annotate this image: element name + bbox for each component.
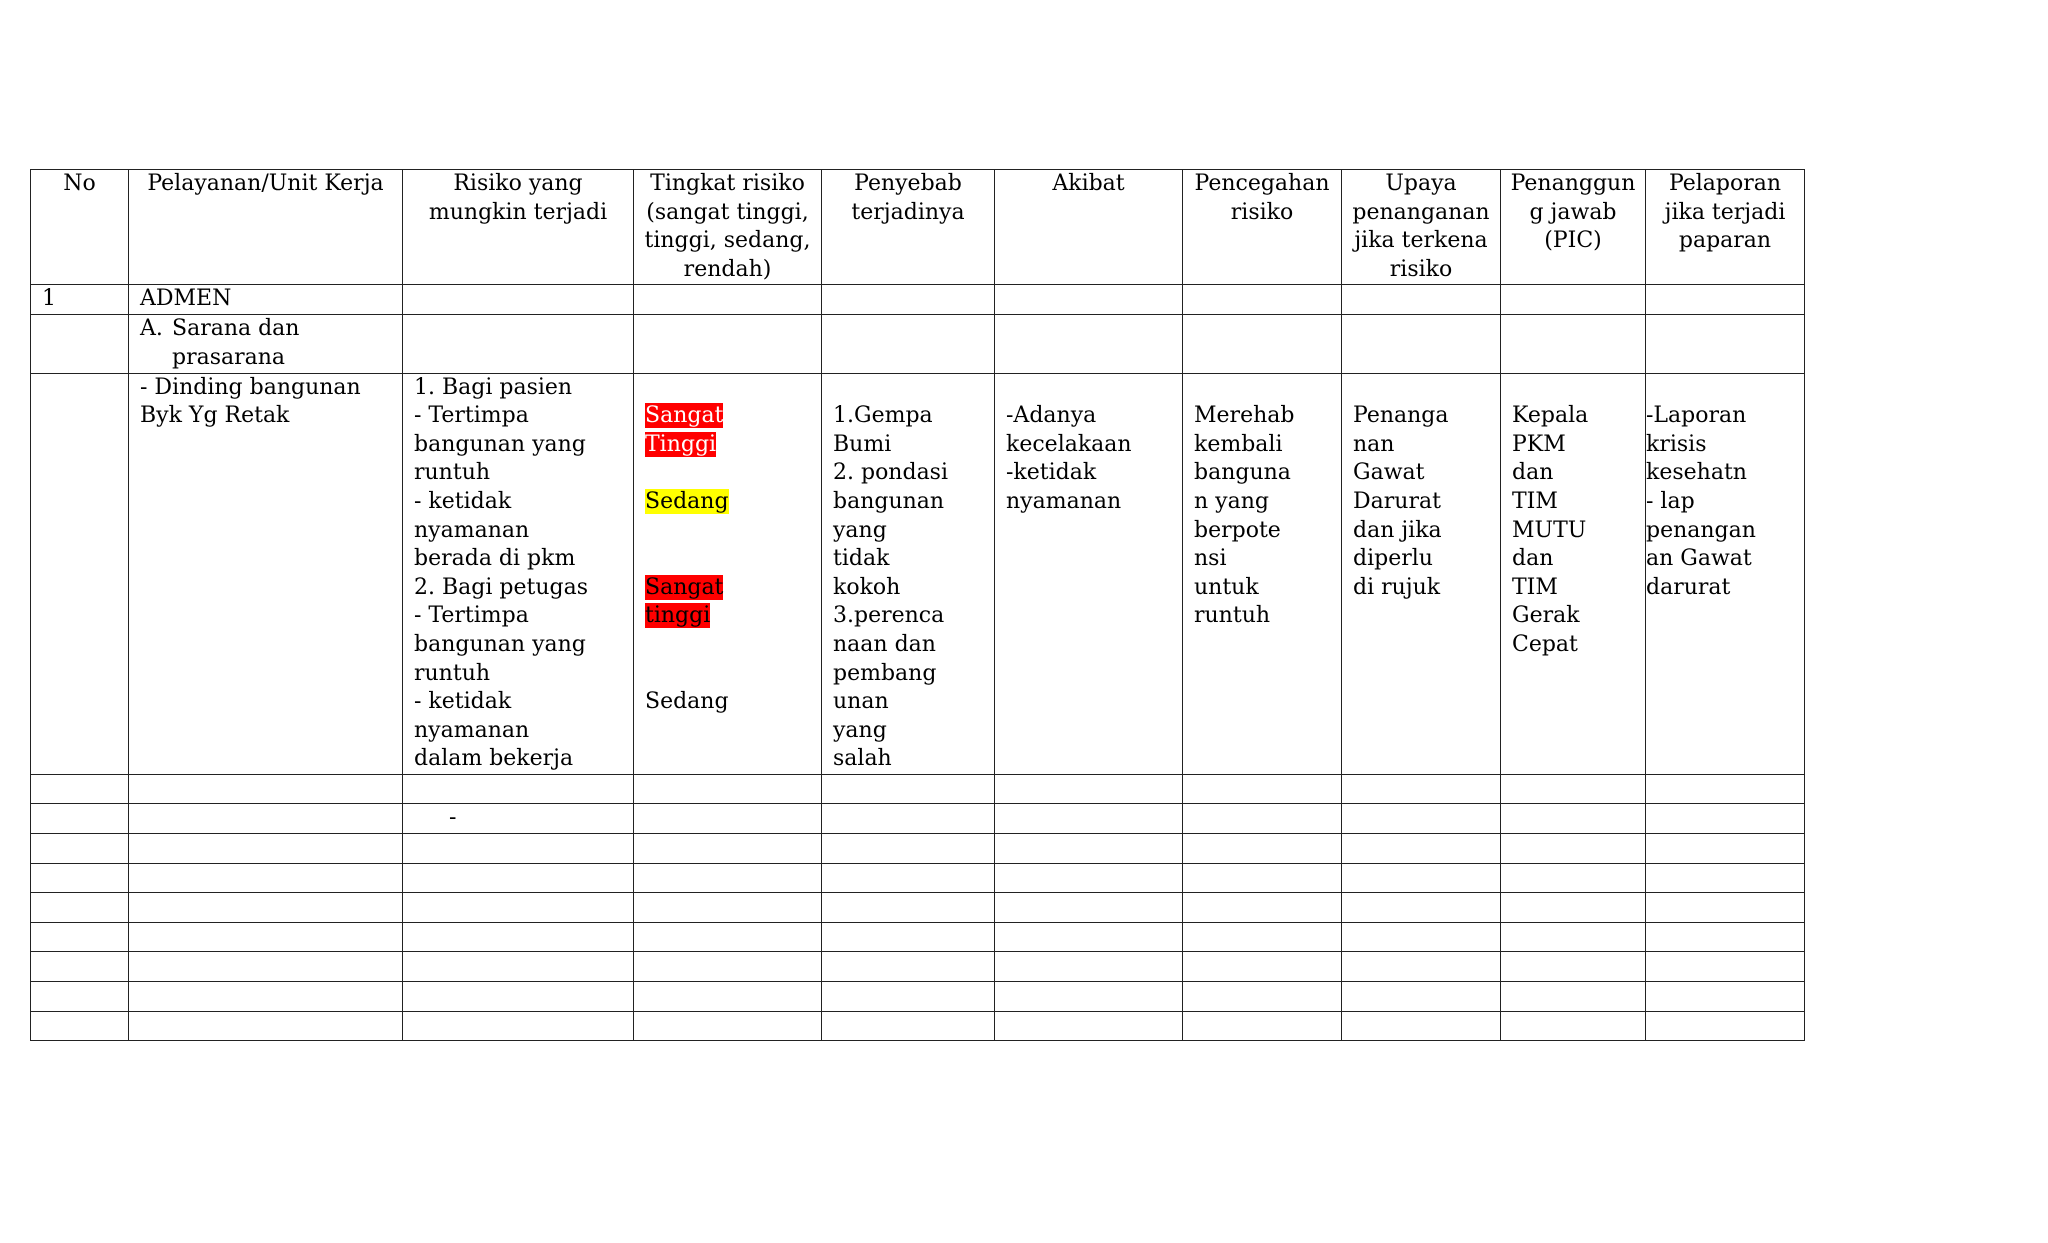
cell-empty bbox=[822, 982, 995, 1012]
cell-empty bbox=[129, 774, 403, 804]
cell-empty bbox=[1646, 952, 1805, 982]
cell-empty bbox=[1501, 893, 1646, 923]
cell-empty bbox=[822, 834, 995, 864]
cell-no bbox=[31, 285, 129, 315]
pencegahan-text: Merehab kembali banguna n yang berpote nsi untuk runtuh bbox=[1194, 403, 1295, 629]
table-row-dinding bbox=[31, 373, 1805, 774]
risk-level-badge: Sangat tinggi bbox=[645, 574, 724, 629]
cell-empty bbox=[995, 315, 1183, 373]
table-row bbox=[31, 1011, 1805, 1041]
cell-empty bbox=[822, 804, 995, 834]
cell-empty bbox=[1501, 922, 1646, 952]
cell-empty bbox=[1183, 774, 1342, 804]
cell-empty bbox=[1501, 804, 1646, 834]
cell-empty bbox=[1183, 834, 1342, 864]
cell-empty bbox=[31, 982, 129, 1012]
cell-empty bbox=[31, 834, 129, 864]
cell-empty bbox=[403, 922, 634, 952]
cell-empty bbox=[129, 1011, 403, 1041]
cell-empty bbox=[129, 893, 403, 923]
cell-empty bbox=[995, 952, 1183, 982]
cell-pic bbox=[1501, 373, 1646, 774]
cell-empty bbox=[1342, 834, 1501, 864]
cell-empty bbox=[1183, 804, 1342, 834]
cell-empty bbox=[1501, 863, 1646, 893]
cell-empty bbox=[1342, 285, 1501, 315]
cell-empty bbox=[995, 982, 1183, 1012]
cell-empty bbox=[31, 315, 129, 373]
cell-empty bbox=[822, 1011, 995, 1041]
table-row bbox=[31, 982, 1805, 1012]
cell-empty bbox=[129, 922, 403, 952]
cell-pelaporan bbox=[1646, 373, 1805, 774]
cell-empty bbox=[403, 1011, 634, 1041]
header-pic: Penanggun g jawab (PIC) bbox=[1501, 170, 1646, 285]
cell-empty bbox=[634, 1011, 822, 1041]
cell-empty bbox=[1646, 863, 1805, 893]
cell-empty bbox=[634, 285, 822, 315]
cell-empty bbox=[1501, 952, 1646, 982]
cell-empty bbox=[1342, 1011, 1501, 1041]
cell-empty bbox=[1501, 774, 1646, 804]
cell-empty bbox=[31, 373, 129, 774]
cell-empty bbox=[995, 893, 1183, 923]
table-row bbox=[31, 952, 1805, 982]
cell-empty bbox=[822, 315, 995, 373]
table-row bbox=[31, 863, 1805, 893]
cell-empty bbox=[634, 863, 822, 893]
cell-empty bbox=[1183, 982, 1342, 1012]
cell-empty bbox=[31, 1011, 129, 1041]
cell-empty bbox=[995, 285, 1183, 315]
cell-tingkat-risiko bbox=[634, 373, 822, 774]
risk-level-badge: Sedang bbox=[645, 488, 729, 514]
row-number: 1 bbox=[42, 286, 56, 312]
pic-text: Kepala PKM dan TIM MUTU dan TIM Gerak Cepat bbox=[1512, 403, 1589, 657]
cell-empty bbox=[1501, 834, 1646, 864]
cell-unit bbox=[129, 373, 403, 774]
header-unit-kerja: Pelayanan/Unit Kerja bbox=[129, 170, 403, 285]
cell-empty bbox=[1342, 804, 1501, 834]
cell-empty bbox=[1646, 834, 1805, 864]
cell-empty bbox=[403, 774, 634, 804]
cell-empty bbox=[634, 834, 822, 864]
cell-empty bbox=[822, 952, 995, 982]
cell-empty bbox=[995, 834, 1183, 864]
cell-empty bbox=[995, 804, 1183, 834]
cell-empty bbox=[1342, 863, 1501, 893]
subsection-index: A. bbox=[140, 316, 163, 342]
cell-empty bbox=[634, 922, 822, 952]
cell-empty bbox=[1183, 952, 1342, 982]
upaya-text: Penanga nan Gawat Darurat dan jika diperlu di rujuk bbox=[1353, 403, 1449, 600]
cell-empty bbox=[822, 774, 995, 804]
header-akibat: Akibat bbox=[995, 170, 1183, 285]
cell-empty bbox=[31, 952, 129, 982]
cell-empty bbox=[634, 982, 822, 1012]
cell-empty bbox=[1646, 982, 1805, 1012]
cell-empty bbox=[1342, 893, 1501, 923]
cell-empty bbox=[1501, 315, 1646, 373]
dash-text: - bbox=[449, 805, 457, 831]
cell-empty bbox=[634, 952, 822, 982]
table-row-sarana bbox=[31, 315, 1805, 373]
cell-empty bbox=[403, 982, 634, 1012]
cell-empty bbox=[1342, 952, 1501, 982]
cell-empty bbox=[403, 952, 634, 982]
cell-empty bbox=[1183, 1011, 1342, 1041]
header-risiko: Risiko yang mungkin terjadi bbox=[403, 170, 634, 285]
cell-empty bbox=[1183, 863, 1342, 893]
table-row bbox=[31, 774, 1805, 804]
cell-empty bbox=[1183, 893, 1342, 923]
header-upaya: Upaya penanganan jika terkena risiko bbox=[1342, 170, 1501, 285]
cell-empty bbox=[1646, 315, 1805, 373]
cell-empty bbox=[1646, 804, 1805, 834]
cell-empty bbox=[634, 893, 822, 923]
table-row bbox=[31, 922, 1805, 952]
cell-empty bbox=[995, 774, 1183, 804]
table-row bbox=[31, 893, 1805, 923]
penyebab-text: 1.Gempa Bumi 2. pondasi bangunan yang tidak kokoh 3.perenca naan dan pembang unan yang salah bbox=[833, 403, 949, 772]
header-tingkat-risiko: Tingkat risiko (sangat tinggi, tinggi, sedang, rendah) bbox=[634, 170, 822, 285]
cell-empty bbox=[1342, 982, 1501, 1012]
cell-risiko bbox=[403, 804, 634, 834]
cell-empty bbox=[31, 863, 129, 893]
cell-empty bbox=[31, 893, 129, 923]
cell-empty bbox=[129, 804, 403, 834]
akibat-text: -Adanya kecelakaan -ketidak nyamanan bbox=[1006, 403, 1132, 514]
pelaporan-text: -Laporan krisis kesehatn - lap penangan an Gawat darurat bbox=[1646, 403, 1756, 600]
cell-empty bbox=[1183, 922, 1342, 952]
cell-empty bbox=[403, 834, 634, 864]
cell-empty bbox=[1501, 1011, 1646, 1041]
cell-empty bbox=[403, 863, 634, 893]
cell-empty bbox=[1646, 774, 1805, 804]
cell-empty bbox=[129, 952, 403, 982]
cell-unit bbox=[129, 285, 403, 315]
cell-empty bbox=[995, 922, 1183, 952]
risk-level-badge: Sangat Tinggi bbox=[645, 403, 724, 457]
cell-pencegahan bbox=[1183, 373, 1342, 774]
subsection-label-line1: Sarana dan bbox=[172, 316, 300, 342]
cell-empty bbox=[1646, 285, 1805, 315]
cell-empty bbox=[129, 834, 403, 864]
cell-empty bbox=[403, 315, 634, 373]
cell-empty bbox=[634, 804, 822, 834]
header-pelaporan: Pelaporan jika terjadi paparan bbox=[1646, 170, 1805, 285]
cell-empty bbox=[1183, 285, 1342, 315]
table-row-admen bbox=[31, 285, 1805, 315]
cell-risiko bbox=[403, 373, 634, 774]
cell-penyebab bbox=[822, 373, 995, 774]
cell-empty bbox=[1342, 315, 1501, 373]
risiko-text: 1. Bagi pasien - Tertimpa bangunan yang runtuh - ketidak nyamanan berada di pkm 2. Bagi petugas - Tertimpa bangunan yang runtuh - ketidak nyamanan dalam bekerja bbox=[414, 374, 588, 772]
header-pencegahan: Pencegahan risiko bbox=[1183, 170, 1342, 285]
cell-empty bbox=[822, 922, 995, 952]
cell-empty bbox=[822, 863, 995, 893]
subsection-label-line2: prasarana bbox=[172, 344, 286, 370]
cell-empty bbox=[31, 804, 129, 834]
risk-level-text: Sedang bbox=[645, 689, 729, 715]
cell-empty bbox=[1646, 922, 1805, 952]
cell-empty bbox=[1646, 893, 1805, 923]
cell-empty bbox=[129, 982, 403, 1012]
cell-empty bbox=[822, 285, 995, 315]
cell-empty bbox=[822, 893, 995, 923]
cell-empty bbox=[1342, 774, 1501, 804]
cell-empty bbox=[634, 315, 822, 373]
unit-name: ADMEN bbox=[140, 286, 232, 312]
cell-empty bbox=[1501, 982, 1646, 1012]
cell-empty bbox=[1646, 1011, 1805, 1041]
cell-akibat bbox=[995, 373, 1183, 774]
cell-empty bbox=[403, 893, 634, 923]
cell-empty bbox=[31, 774, 129, 804]
cell-empty bbox=[403, 285, 634, 315]
risk-register-table bbox=[30, 169, 1805, 1041]
header-penyebab: Penyebab terjadinya bbox=[822, 170, 995, 285]
cell-empty bbox=[995, 863, 1183, 893]
table-row bbox=[31, 834, 1805, 864]
cell-empty bbox=[1183, 315, 1342, 373]
cell-empty bbox=[1501, 285, 1646, 315]
cell-unit-subsection bbox=[129, 315, 403, 373]
table-header-row bbox=[31, 170, 1805, 285]
cell-empty bbox=[995, 1011, 1183, 1041]
cell-empty bbox=[129, 863, 403, 893]
table-row bbox=[31, 804, 1805, 834]
cell-empty bbox=[31, 922, 129, 952]
cell-empty bbox=[1342, 922, 1501, 952]
unit-description: - Dinding bangunan Byk Yg Retak bbox=[140, 374, 361, 429]
header-no: No bbox=[31, 170, 129, 285]
cell-empty bbox=[634, 774, 822, 804]
cell-upaya bbox=[1342, 373, 1501, 774]
